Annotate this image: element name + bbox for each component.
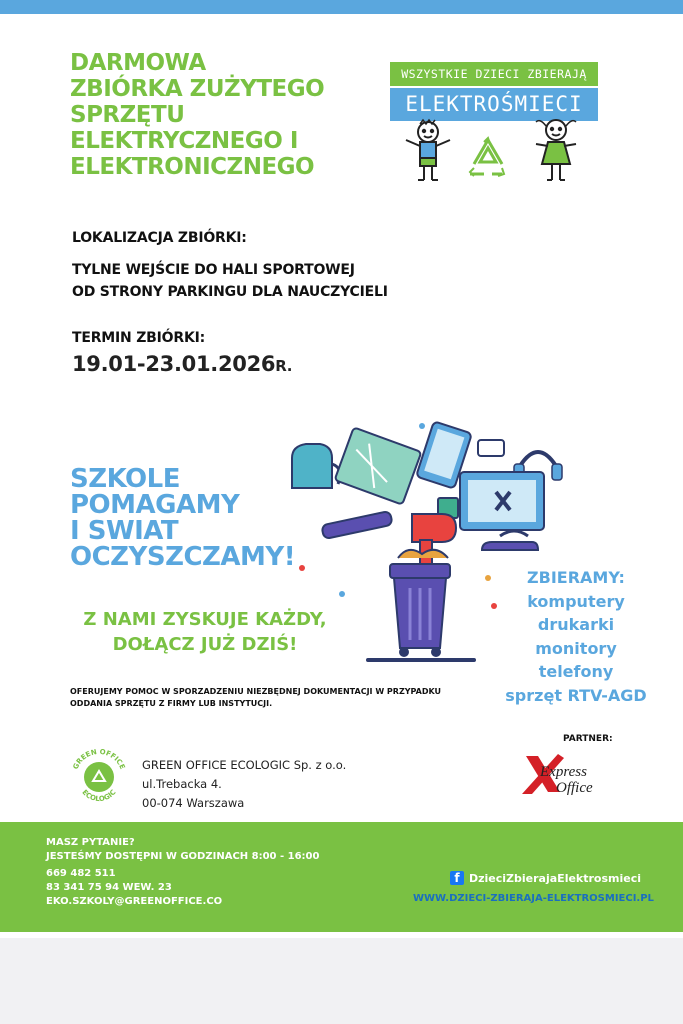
express-office-logo — [518, 748, 628, 798]
offer-line: OFERUJEMY POMOC W SPORZADZENIU NIEZBĘDNEJ DOKUMENTACJI W PRZYPADKU — [70, 687, 442, 696]
logo-figures — [390, 118, 598, 190]
partner-name-line-1: Express — [540, 764, 587, 780]
facebook-icon: f — [450, 871, 464, 885]
waste-bin-icon — [390, 550, 450, 657]
boy-figure-icon — [406, 120, 450, 180]
term-label: TERMIN ZBIÓRKI: — [72, 330, 205, 346]
bottom-blank-area — [0, 938, 683, 1024]
slogan-line: I SWIAT — [70, 516, 179, 546]
contact-hours: JESTEŚMY DOSTĘPNI W GODZINACH 8:00 - 16:00 — [46, 851, 320, 862]
green-office-logo — [68, 746, 130, 808]
poster-title — [70, 50, 370, 180]
campaign-logo — [390, 62, 598, 190]
title-line: DARMOWA — [70, 50, 206, 76]
green-office-logo-bottom: ECOLOGIC — [80, 788, 118, 804]
collected-items-list — [486, 566, 666, 707]
flashlight-icon — [321, 511, 392, 539]
location-label: LOKALIZACJA ZBIÓRKI: — [72, 230, 247, 246]
term-date — [72, 352, 292, 376]
list-item: sprzęt RTV-AGD — [505, 685, 647, 705]
company-street: ul.Trebacka 4. — [142, 777, 222, 791]
location-line-2: OD STRONY PARKINGU DLA NAUCZYCIELI — [72, 284, 388, 300]
facebook-handle: DzieciZbierajaElektrosmieci — [469, 871, 642, 885]
website-link[interactable]: WWW.DZIECI-ZBIERAJA-ELEKTROSMIECI.PL — [413, 893, 654, 904]
location-line-1: TYLNE WEJŚCIE DO HALI SPORTOWEJ — [72, 262, 355, 278]
contact-phone-1[interactable]: 669 482 511 — [46, 868, 116, 879]
join-line: Z NAMI ZYSKUJE KAŻDY, — [83, 609, 327, 630]
collect-heading: ZBIERAMY: — [527, 568, 625, 587]
slogan-line: OCZYSZCZAMY! — [70, 542, 296, 572]
girl-figure-icon — [536, 120, 576, 180]
title-line: ELEKTRYCZNEGO I — [70, 128, 298, 154]
monitor-icon — [460, 472, 544, 530]
slogan-line: SZKOLE — [70, 464, 180, 494]
tablet-map-icon — [335, 427, 422, 504]
company-name: GREEN OFFICE ECOLOGIC Sp. z o.o. — [142, 758, 347, 772]
facebook-link[interactable] — [450, 871, 641, 885]
contact-question: MASZ PYTANIE? — [46, 837, 135, 848]
partner-label: PARTNER: — [563, 734, 613, 744]
green-office-logo-top: GREEN OFFICE — [71, 747, 127, 771]
contact-email[interactable]: EKO.SZKOLY@GREENOFFICE.CO — [46, 896, 223, 907]
list-item: drukarki — [537, 615, 615, 634]
term-date-value: 19.01-23.01.2026 — [72, 352, 276, 376]
slogan-line: POMAGAMY — [70, 490, 240, 520]
list-item: telefony — [538, 662, 614, 681]
logo-line-1: WSZYSTKIE DZIECI ZBIERAJĄ — [390, 62, 598, 86]
contact-phone-2[interactable]: 83 341 75 94 WEW. 23 — [46, 882, 172, 893]
company-address — [142, 756, 346, 813]
kettle-icon — [292, 444, 340, 488]
logo-line-2: ELEKTROŚMIECI — [390, 88, 598, 121]
partner-name-line-2: Office — [556, 780, 593, 796]
company-city: 00-074 Warszawa — [142, 796, 245, 810]
list-item: komputery — [527, 591, 625, 611]
mobile-icon — [478, 440, 504, 456]
title-line: ELEKTRONICZNEGO — [70, 154, 315, 180]
join-line: DOŁĄCZ JUŻ DZIŚ! — [112, 634, 298, 655]
offer-line: ODDANIA SPRZĘTU Z FIRMY LUB INSTYTUCJI. — [70, 699, 273, 708]
top-accent-bar — [0, 0, 683, 14]
recycle-icon — [470, 138, 504, 176]
term-date-suffix: R. — [275, 357, 293, 375]
documentation-offer — [70, 686, 441, 710]
slogan — [70, 466, 295, 570]
list-item: monitory — [535, 638, 617, 658]
iron-icon — [482, 531, 538, 550]
title-line: ZBIÓRKA ZUŻYTEGO — [70, 76, 325, 102]
title-line: SPRZĘTU — [70, 102, 185, 128]
contact-info — [46, 836, 319, 909]
